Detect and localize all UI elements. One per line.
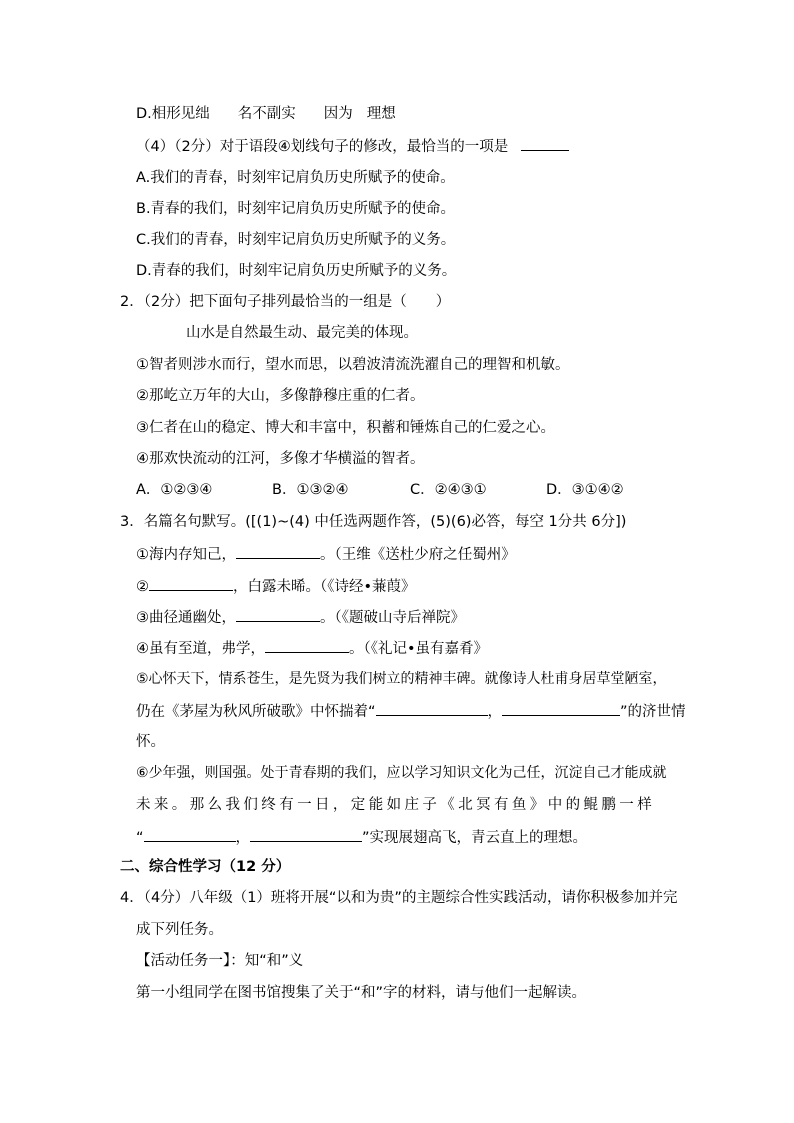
answer-blank[interactable] <box>149 575 233 591</box>
answer-blank[interactable] <box>502 700 620 716</box>
q2-sentence-3: ③仁者在山的稳定、博大和丰富中，积蓄和锤炼自己的仁爱之心。 <box>136 420 555 436</box>
q3-item-2: ② ，白露未晞。（《诗经•蒹葭》 <box>136 575 416 597</box>
q2-choice-c[interactable]: C．②④③① <box>410 482 487 498</box>
q3-item-4: ④虽有至道，弗学， 。（《礼记•虽有嘉肴》 <box>136 637 488 659</box>
q1-4-option-c: C.我们的青春，时刻牢记肩负历史所赋予的义务。 <box>136 232 456 248</box>
answer-blank[interactable] <box>144 826 236 842</box>
q1-option-d <box>136 104 396 124</box>
q3-item-5-line1: ⑤心怀天下，情系苍生，是先贤为我们树立的精神丰碑。就像诗人杜甫身居草堂陋室， <box>136 671 667 687</box>
answer-blank[interactable] <box>236 606 320 622</box>
q2-choices <box>136 480 624 500</box>
answer-blank[interactable] <box>265 637 349 653</box>
q3-item-6-line2: 未来。那么我们终有一日，定能如庄子《北冥有鱼》中的鲲鹏一样 <box>136 797 656 813</box>
q1-4-option-a: A.我们的青春，时刻牢记肩负历史所赋予的使命。 <box>136 170 455 186</box>
answer-blank[interactable] <box>236 543 320 559</box>
q3-item-6-line3: “ ， ”实现展翅高飞，青云直上的理想。 <box>136 826 587 848</box>
q1d-word4: 理想 <box>366 106 396 122</box>
q1-4-option-d: D.青春的我们，时刻牢记肩负历史所赋予的义务。 <box>136 263 457 279</box>
answer-blank[interactable] <box>521 135 569 151</box>
q1d-word3: 因为 <box>323 106 353 122</box>
q2-choice-b[interactable]: B．①③②④ <box>272 482 349 498</box>
q3-stem: 3．名篇名句默写。([(1)~(4) 中任选两题作答，(5)(6)必答，每空 1分共 6分]) <box>120 514 627 530</box>
q1-4-stem <box>136 135 569 157</box>
q2-choice-a[interactable]: A．①②③④ <box>136 482 213 498</box>
q1-4-option-b: B.青春的我们，时刻牢记肩负历史所赋予的使命。 <box>136 201 456 217</box>
q3-item-5-line2: 仍在《茅屋为秋风所破歌》中怀揣着“ ， ”的济世情 <box>136 700 686 722</box>
q1d-word1: 相形见绌 <box>151 106 210 122</box>
q2-choice-d[interactable]: D．③①④② <box>546 482 624 498</box>
answer-blank[interactable] <box>376 700 488 716</box>
section-2-title: 二、综合性学习（12 分） <box>120 859 291 875</box>
q3-item-1: ①海内存知己， 。（王维《送杜少府之任蜀州》 <box>136 543 516 565</box>
q4-line2: 成下列任务。 <box>136 922 223 938</box>
answer-blank[interactable] <box>250 826 362 842</box>
q2-sentence-2: ②那屹立万年的大山，多像静穆庄重的仁者。 <box>136 388 425 404</box>
q4-line1: 4．（4分）八年级（1）班将开展“以和为贵”的主题综合性实践活动，请你积极参加并完 <box>120 890 678 906</box>
q1d-label: D. <box>136 106 152 122</box>
q1d-word2: 名不副实 <box>237 106 296 122</box>
q2-stem: 2．（2分）把下面句子排列最恰当的一组是（ ） <box>120 294 451 310</box>
q3-item-6-line1: ⑥少年强，则国强。处于青春期的我们，应以学习知识文化为己任，沉淀自己才能成就 <box>136 765 667 781</box>
q4-task-title: 【活动任务一】：知“和”义 <box>136 953 304 969</box>
q2-sentence-1: ①智者则涉水而行，望水而思，以碧波清流洗濯自己的理智和机敏。 <box>136 357 570 373</box>
q4-description: 第一小组同学在图书馆搜集了关于“和”字的材料，请与他们一起解读。 <box>136 985 587 1001</box>
q2-lead-sentence: 山水是自然最生动、最完美的体现。 <box>186 325 418 341</box>
q3-item-3: ③曲径通幽处， 。（《题破山寺后禅院》 <box>136 606 465 628</box>
q2-sentence-4: ④那欢快流动的江河，多像才华横溢的智者。 <box>136 451 425 467</box>
q1-4-stem-text: （4）（2分）对于语段④划线句子的修改，最恰当的一项是 <box>136 139 509 155</box>
q3-item-5-line3: 怀。 <box>136 734 165 750</box>
